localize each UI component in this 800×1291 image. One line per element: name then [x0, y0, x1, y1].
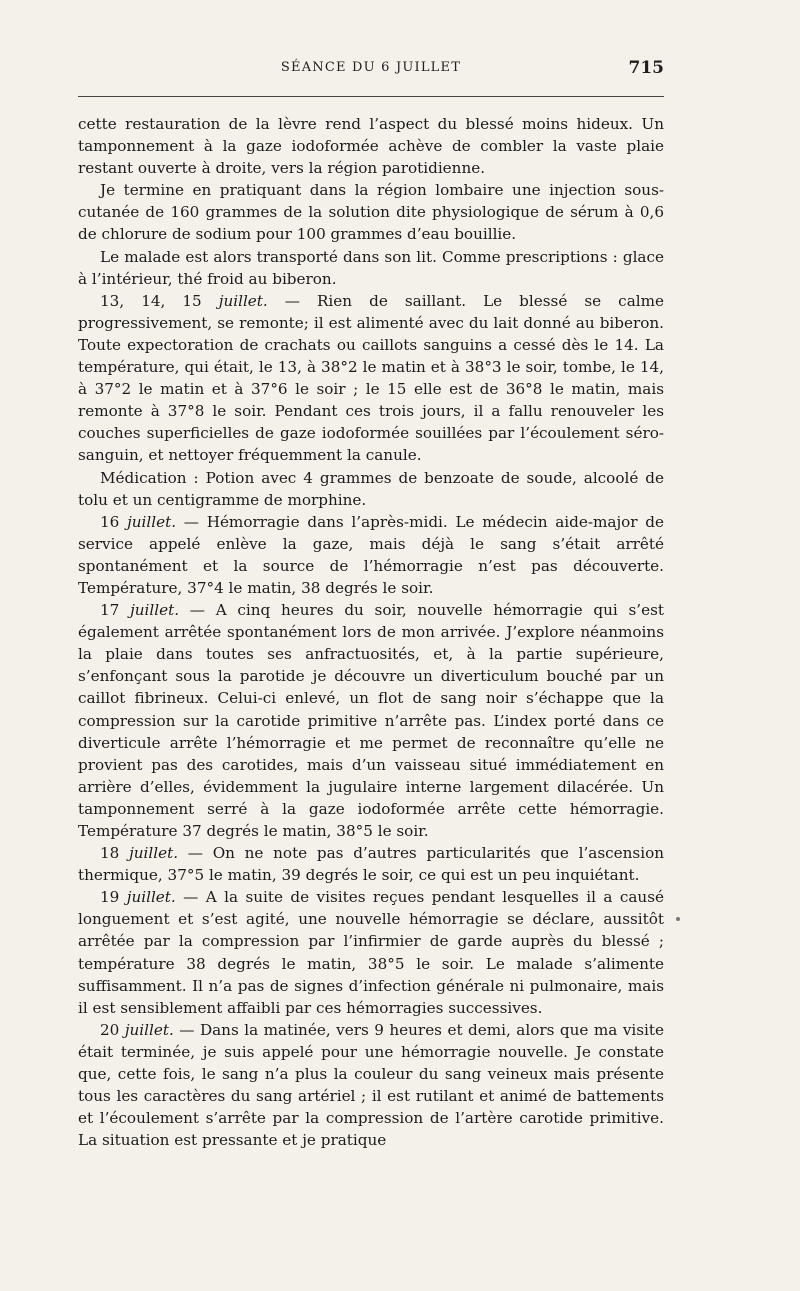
header-rule — [78, 96, 664, 97]
paragraph-5-text: Médication : Potion avec 4 grammes de benzoate de soude, alcoolé de tolu et un centigramme de morphine. — [78, 468, 664, 509]
running-head: SÉANCE DU 6 JUILLET — [280, 60, 462, 75]
paragraph-7-date: juillet. — [130, 601, 180, 620]
paragraph-8-date: juillet. — [129, 844, 179, 863]
paragraph-10-text: — Dans la matinée, vers 9 heures et demi, alors que ma visite était terminée, je suis appelé pour une hémorragie nouvelle. Je constate que, cette fois, le sang n’a plus la couleur du sang veineux mais présente tous les caractères du sang artériel ; il est rutilant et animé de battements et l’écoulement s’arrête par la compression de l’artère carotide primitive. La situation est pressante et je pratique — [78, 1020, 664, 1150]
paragraph-7 — [78, 599, 664, 842]
paragraph-7-text: — A cinq heures du soir, nouvelle hémorragie qui s’est également arrêtée spontanément lors de mon arrivée. J’explore néanmoins la plaie dans toutes ses anfractuosités, et, à la partie supérieure, s’enfonçant sous la parotide je découvre un diverticulum bouché par un caillot fibrineux. Celui-ci enlevé, un flot de sang noir s’échappe que la compression sur la carotide primitive n’arrête pas. L’index porté dans ce diverticule arrête l’hémorragie et me permet de reconnaître qu’elle ne provient pas des carotides, mais d’un vaisseau situé immédiatement en arrière d’elles, évidemment la jugulaire interne largement dilacérée. Un tamponnement serré à la gaze iodoformée arrête cette hémorragie. Température 37 degrés le matin, 38°5 le soir. — [78, 601, 664, 840]
paragraph-8 — [78, 842, 664, 886]
scan-speck — [676, 917, 680, 921]
paragraph-10-lead: 20 — [100, 1020, 125, 1039]
paragraph-3-text: Le malade est alors transporté dans son lit. Comme prescriptions : glace à l’intérieur, thé froid au biberon. — [78, 247, 664, 288]
paragraph-4-date: juillet. — [218, 291, 268, 310]
paragraph-9-lead: 19 — [100, 888, 127, 907]
paragraph-3 — [78, 246, 664, 290]
paragraph-9-text: — A la suite de visites reçues pendant lesquelles il a causé longuement et s’est agité, une nouvelle hémorragie se déclare, aussitôt arrêtée par la compression par l’infirmier de garde auprès du blessé ; température 38 degrés le matin, 38°5 le soir. Le malade s’alimente suffisamment. Il n’a pas de signes d’infection générale ni pulmonaire, mais il est sensiblement affaibli par ces hémorragies successives. — [78, 888, 664, 1017]
page-header — [78, 58, 664, 86]
paragraph-6-date: juillet. — [127, 512, 177, 531]
paragraph-7-lead: 17 — [100, 601, 131, 620]
paragraph-2-text: Je termine en pratiquant dans la région lombaire une injection sous-cutanée de 160 grammes de la solution dite physiologique de sérum à 0,6 de chlorure de sodium pour 100 grammes d’eau bouillie. — [78, 181, 664, 244]
paragraph-10-date: juillet. — [124, 1020, 174, 1039]
paragraph-9-date: juillet. — [126, 888, 176, 907]
paragraph-8-text: — On ne note pas d’autres particularités que l’ascension thermique, 37°5 le matin, 39 degrés le soir, ce qui est un peu inquiétant. — [78, 844, 664, 885]
paragraph-6-text: — Hémorragie dans l’après-midi. Le médecin aide-major de service appelé enlève la gaze, mais déjà le sang s’était arrêté spontanément et la source de l’hémorragie n’est pas découverte. Température, 37°4 le matin, 38 degrés le soir. — [78, 512, 665, 597]
paragraph-5 — [78, 467, 664, 511]
page-number: 715 — [628, 58, 664, 78]
paragraph-6-lead: 16 — [100, 512, 128, 531]
paragraph-6 — [78, 511, 664, 599]
paragraph-4-text: — Rien de saillant. Le blessé se calme progressivement, se remonte; il est alimenté avec du lait donné au biberon. Toute expectoration de crachats ou caillots sanguins a cessé dès le 14. La température, qui était, le 13, à 38°2 le matin et à 38°3 le soir, tombe, le 14, à 37°2 le matin et à 37°6 le soir ; le 15 elle est de 36°8 le matin, mais remonte à 37°8 le soir. Pendant ces trois jours, il a fallu renouveler les couches superficielles de gaze iodoformée souillées par l’écoulement séro-sanguin, et nettoyer fréquemment la canule. — [78, 291, 664, 465]
paragraph-8-lead: 18 — [100, 844, 130, 863]
body-text — [78, 113, 664, 1151]
paragraph-10 — [78, 1019, 664, 1152]
paragraph-9 — [78, 886, 664, 1019]
paragraph-4-lead: 13, 14, 15 — [100, 291, 219, 310]
paragraph-2 — [78, 179, 664, 245]
paragraph-1-text: cette restauration de la lèvre rend l’aspect du blessé moins hideux. Un tamponnement à la gaze iodoformée achève de combler la vaste plaie restant ouverte à droite, vers la région parotidienne. — [78, 115, 664, 178]
paragraph-4 — [78, 290, 664, 467]
paragraph-1 — [78, 113, 664, 179]
